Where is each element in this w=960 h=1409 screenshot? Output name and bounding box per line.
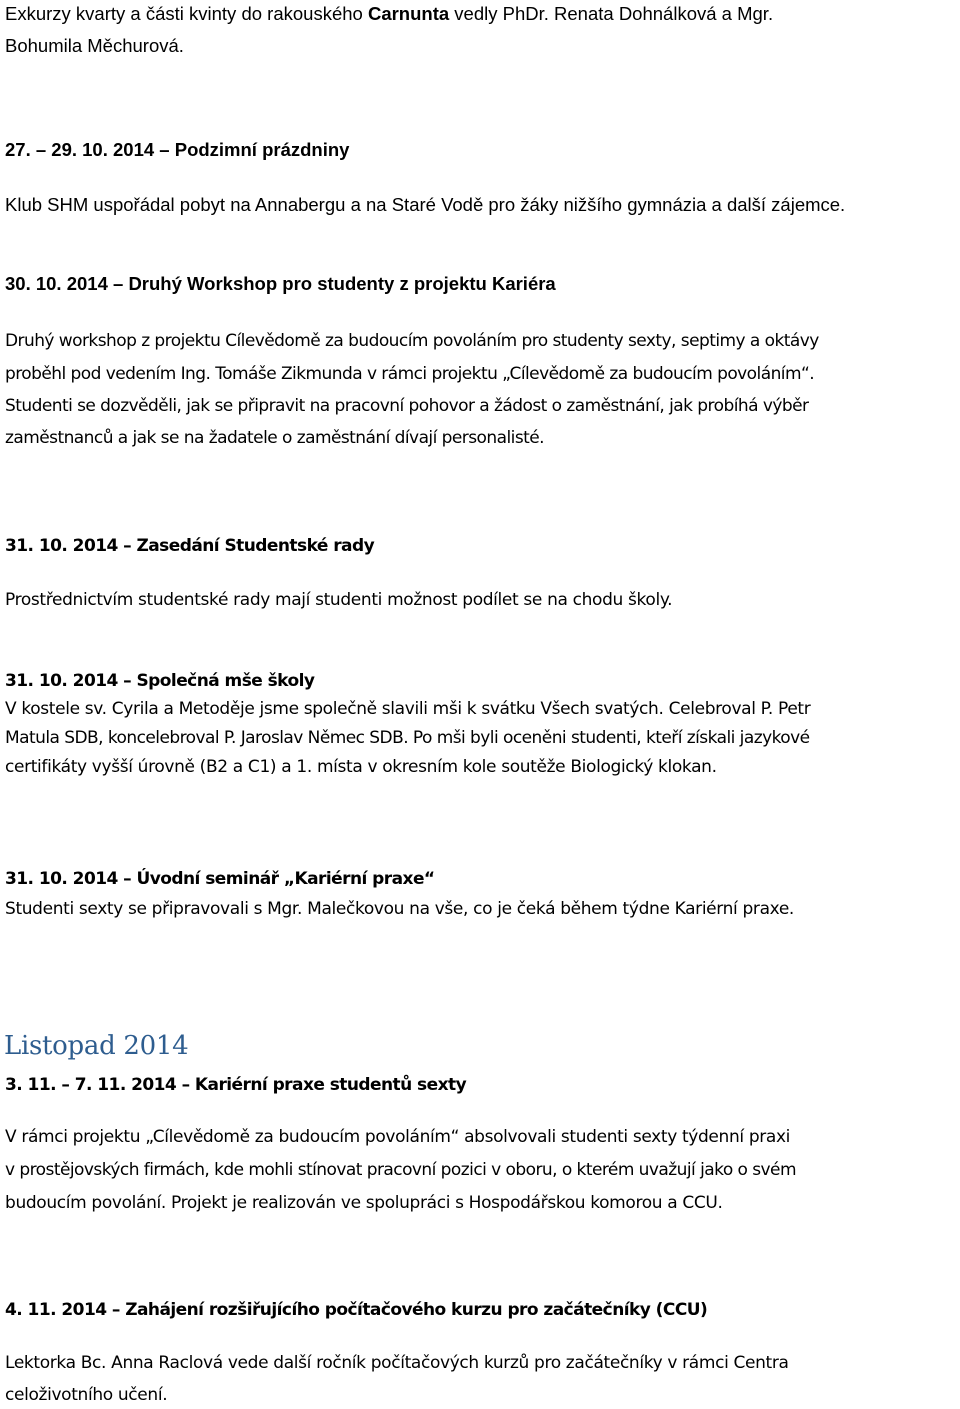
- event-text-computer-course-2: celoživotního učení.: [5, 1385, 168, 1405]
- event-text-holidays: Klub SHM uspořádal pobyt na Annabergu a na Staré Vodě pro žáky nižšího gymnázia a další zájemce.: [5, 194, 846, 215]
- intro-text-end: vedly PhDr. Renata Dohnálková a Mgr.: [449, 3, 774, 24]
- event-text-workshop-1: Druhý workshop z projektu Cílevědomě za budoucím povoláním pro studenty sexty, septimy a oktávy: [5, 331, 819, 351]
- event-heading-seminar: 31. 10. 2014 – Úvodní seminář „Kariérní praxe“: [5, 869, 435, 889]
- event-text-computer-course-1: Lektorka Bc. Anna Raclová vede další ročník počítačových kurzů pro začátečníky v rámci Centra: [5, 1353, 789, 1373]
- event-heading-holidays: 27. – 29. 10. 2014 – Podzimní prázdniny: [5, 139, 350, 160]
- event-text-workshop-2: proběhl pod vedením Ing. Tomáše Zikmunda v rámci projektu „Cílevědomě za budoucím povoláním“.: [5, 364, 815, 384]
- event-heading-computer-course: 4. 11. 2014 – Zahájení rozšiřujícího počítačového kurzu pro začátečníky (CCU): [5, 1300, 708, 1320]
- intro-line-1: [5, 5, 773, 24]
- event-text-mass-3: certifikáty vyšší úrovně (B2 a C1) a 1. místa v okresním kole soutěže Biologický klokan.: [5, 757, 717, 777]
- month-heading: Listopad 2014: [4, 1031, 189, 1061]
- event-text-workshop-4: zaměstnanců a jak se na žadatele o zaměstnání dívají personalisté.: [5, 428, 545, 448]
- event-heading-student-council: 31. 10. 2014 – Zasedání Studentské rady: [5, 536, 375, 556]
- event-heading-workshop: 30. 10. 2014 – Druhý Workshop pro studenty z projektu Kariéra: [5, 273, 556, 294]
- event-text-career-practice-3: budoucím povolání. Projekt je realizován ve spolupráci s Hospodářskou komorou a CCU.: [5, 1193, 723, 1213]
- intro-line-2: Bohumila Měchurová.: [5, 35, 184, 56]
- event-heading-mass: 31. 10. 2014 – Společná mše školy: [5, 671, 315, 691]
- intro-bold-text: Carnunta: [367, 3, 450, 24]
- event-text-mass-1: V kostele sv. Cyrila a Metoděje jsme společně slavili mši k svátku Všech svatých. Celebroval P. Petr: [5, 699, 811, 719]
- event-text-seminar: Studenti sexty se připravovali s Mgr. Malečkovou na vše, co je čeká během týdne Kariérní praxe.: [5, 899, 794, 919]
- intro-text: Exkurzy kvarty a části kvinty do rakouského: [5, 3, 368, 24]
- event-text-career-practice-2: v prostějovských firmách, kde mohli stínovat pracovní pozici v oboru, o kterém uvažují jako o svém: [5, 1160, 796, 1180]
- event-heading-career-practice: 3. 11. – 7. 11. 2014 – Kariérní praxe studentů sexty: [5, 1075, 467, 1095]
- event-text-career-practice-1: V rámci projektu „Cílevědomě za budoucím povoláním“ absolvovali studenti sexty týdenní praxi: [5, 1127, 791, 1147]
- event-text-student-council: Prostřednictvím studentské rady mají studenti možnost podílet se na chodu školy.: [5, 590, 673, 610]
- event-text-workshop-3: Studenti se dozvěděli, jak se připravit na pracovní pohovor a žádost o zaměstnání, jak probíhá výběr: [5, 396, 809, 416]
- event-text-mass-2: Matula SDB, koncelebroval P. Jaroslav Němec SDB. Po mši byli oceněni studenti, kteří získali jazykové: [5, 728, 810, 748]
